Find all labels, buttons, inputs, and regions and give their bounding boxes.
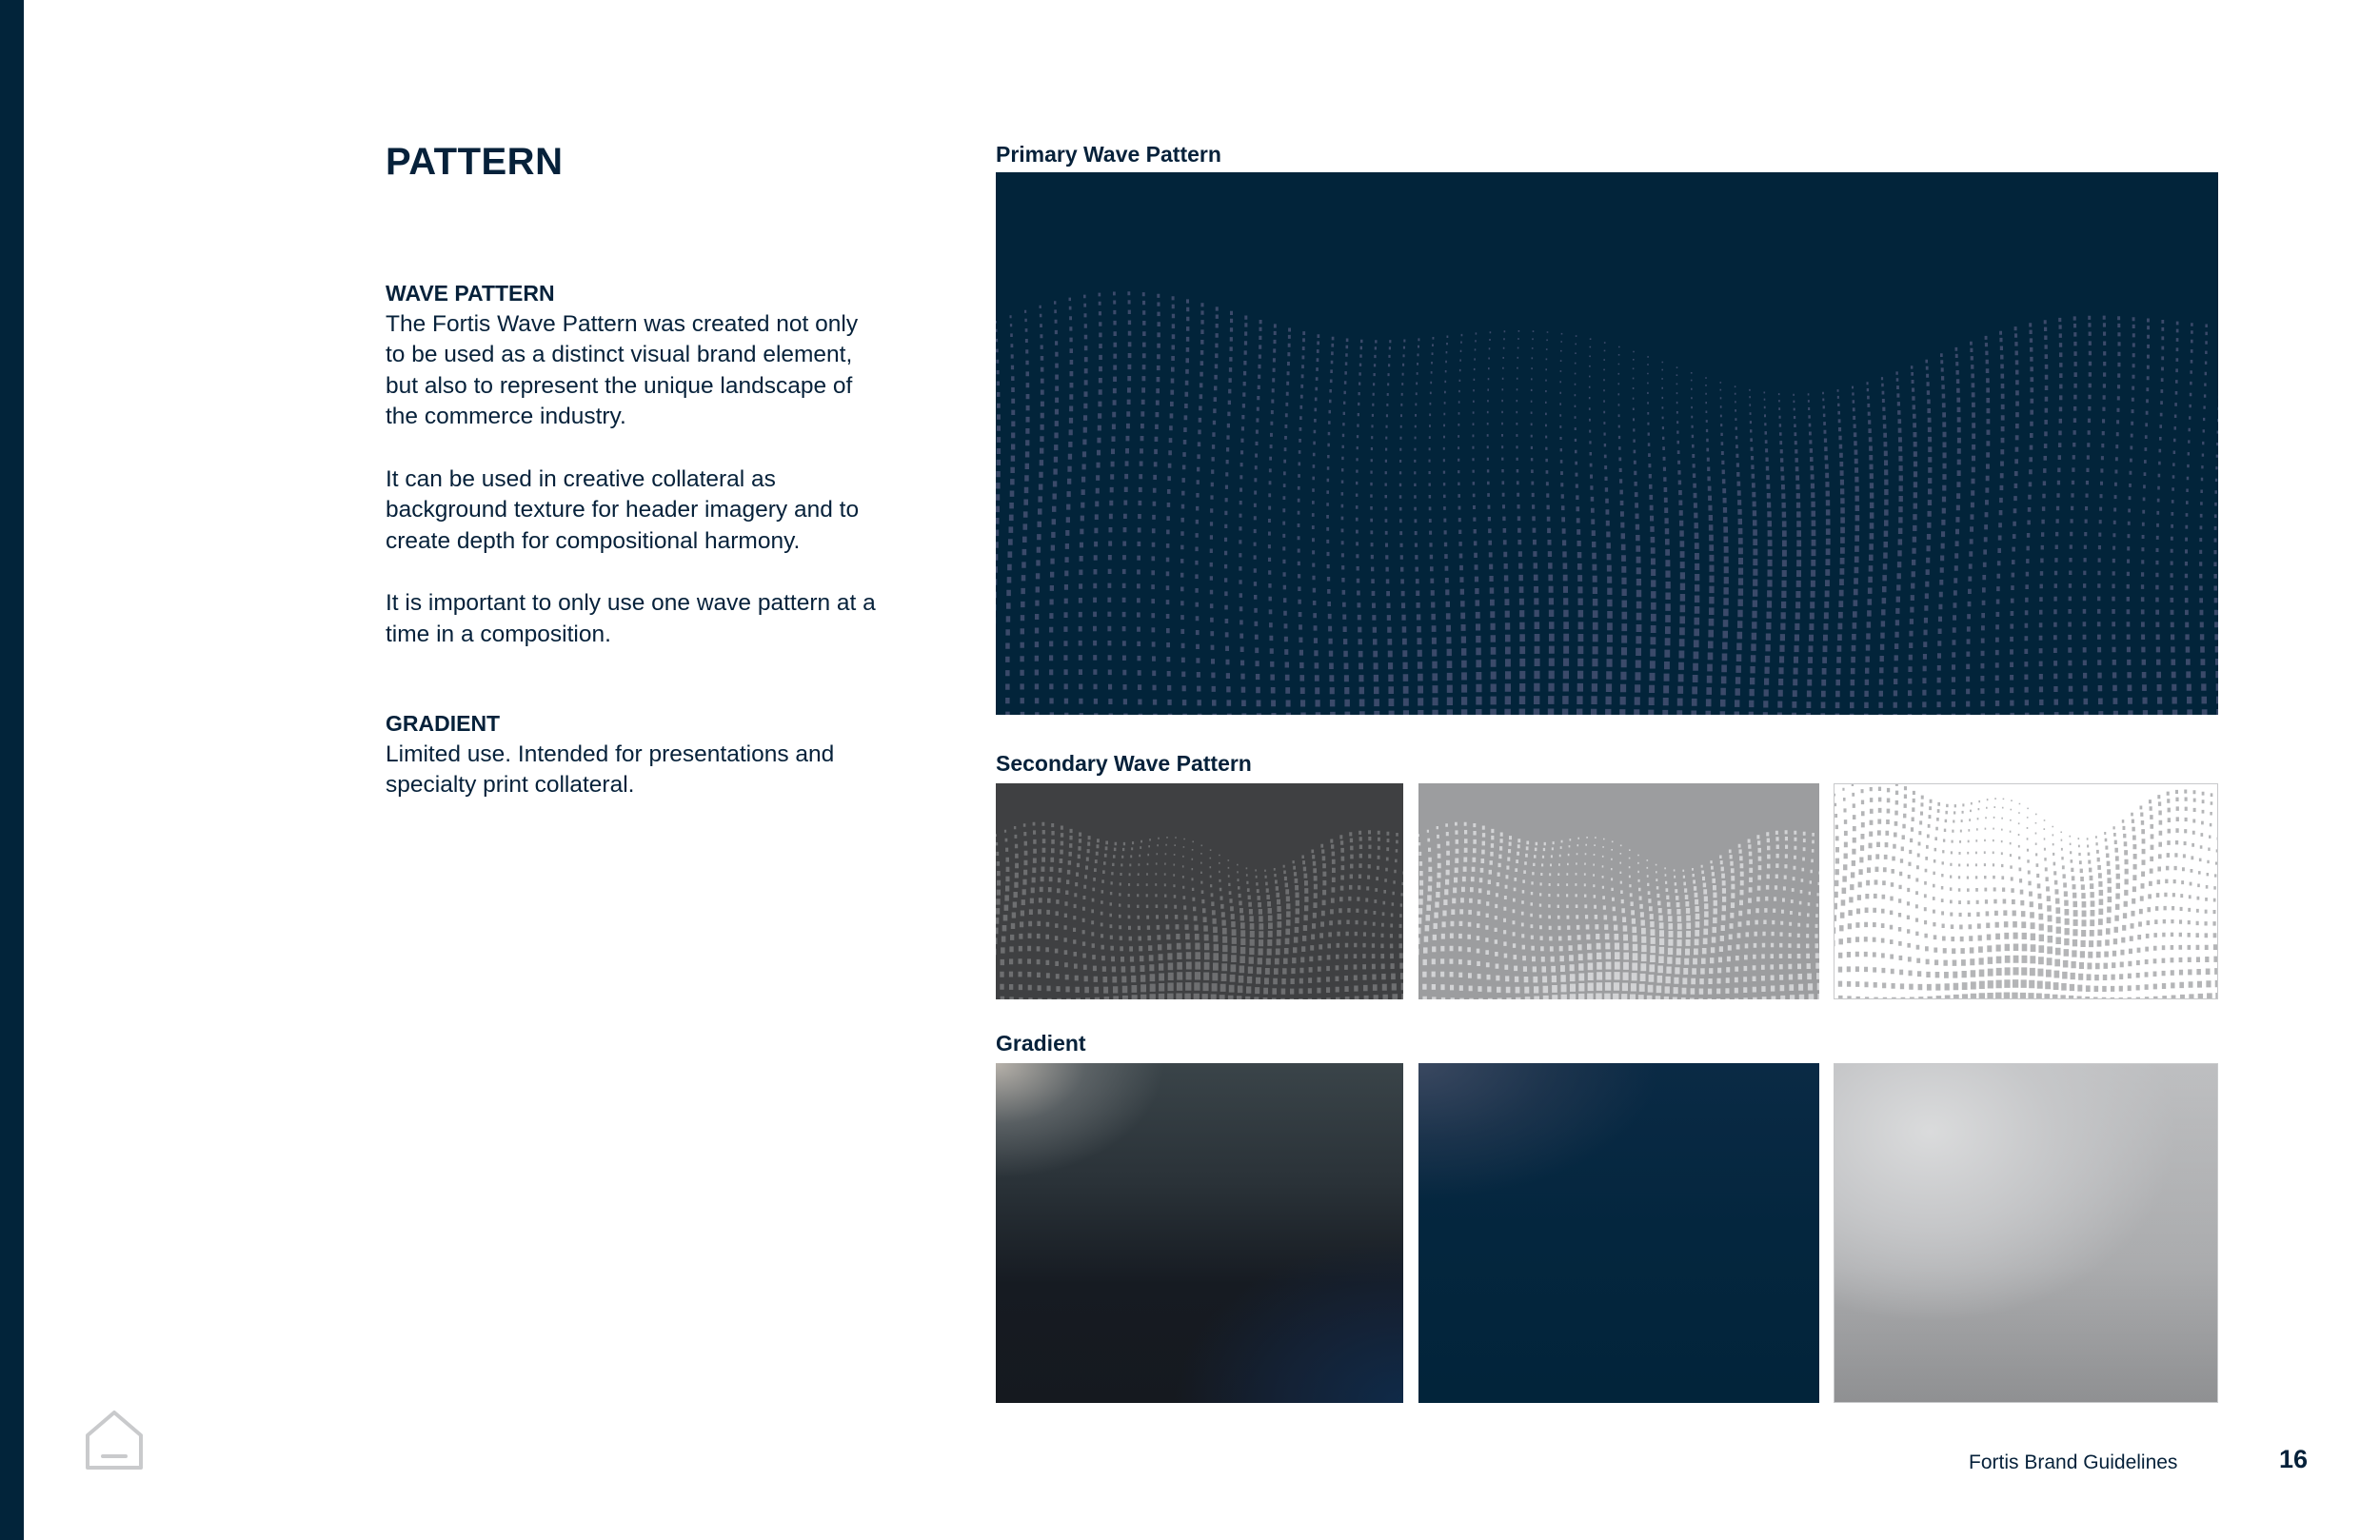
secondary-wave-grey-graphic: [1418, 783, 1819, 999]
gradient-silver-swatch: [1834, 1063, 2218, 1403]
page-number: 16: [2279, 1445, 2309, 1473]
secondary-wave-dark-graphic: [996, 783, 1403, 999]
footer-brand-guidelines: Fortis Brand Guidelines: [1969, 1451, 2178, 1473]
gradient-navy-swatch: [1418, 1063, 1819, 1403]
gradient-description: Limited use. Intended for presentations and specialty print collateral.: [386, 740, 835, 799]
primary-wave-label: Primary Wave Pattern: [996, 142, 1221, 167]
primary-wave-swatch: [996, 172, 2218, 715]
secondary-wave-dark-swatch: [996, 783, 1403, 999]
gradient-heading: GRADIENT: [386, 711, 501, 736]
secondary-wave-grey-swatch: [1418, 783, 1819, 999]
wave-paragraph-1: The Fortis Wave Pattern was created not only to be used as a distinct visual brand element, but also to represent the unique landscape of the commerce industry.: [386, 310, 859, 430]
secondary-wave-label: Secondary Wave Pattern: [996, 751, 1252, 776]
secondary-wave-white-graphic: [1835, 784, 2217, 998]
gradient-section: [386, 708, 881, 801]
secondary-wave-white-swatch: [1834, 783, 2218, 999]
side-accent-bar: [0, 0, 24, 1540]
wave-paragraph-2: It can be used in creative collateral as background texture for header imagery and to create depth for compositional harmony.: [386, 465, 860, 554]
page-title: PATTERN: [386, 141, 564, 183]
primary-wave-graphic: [996, 172, 2218, 715]
wave-pattern-section: [386, 278, 881, 650]
gradient-dark-swatch: [996, 1063, 1403, 1403]
wave-paragraph-3: It is important to only use one wave pattern at a time in a composition.: [386, 589, 876, 647]
wave-pattern-heading: WAVE PATTERN: [386, 281, 555, 306]
gradient-label: Gradient: [996, 1031, 1086, 1056]
home-icon[interactable]: [82, 1407, 147, 1471]
